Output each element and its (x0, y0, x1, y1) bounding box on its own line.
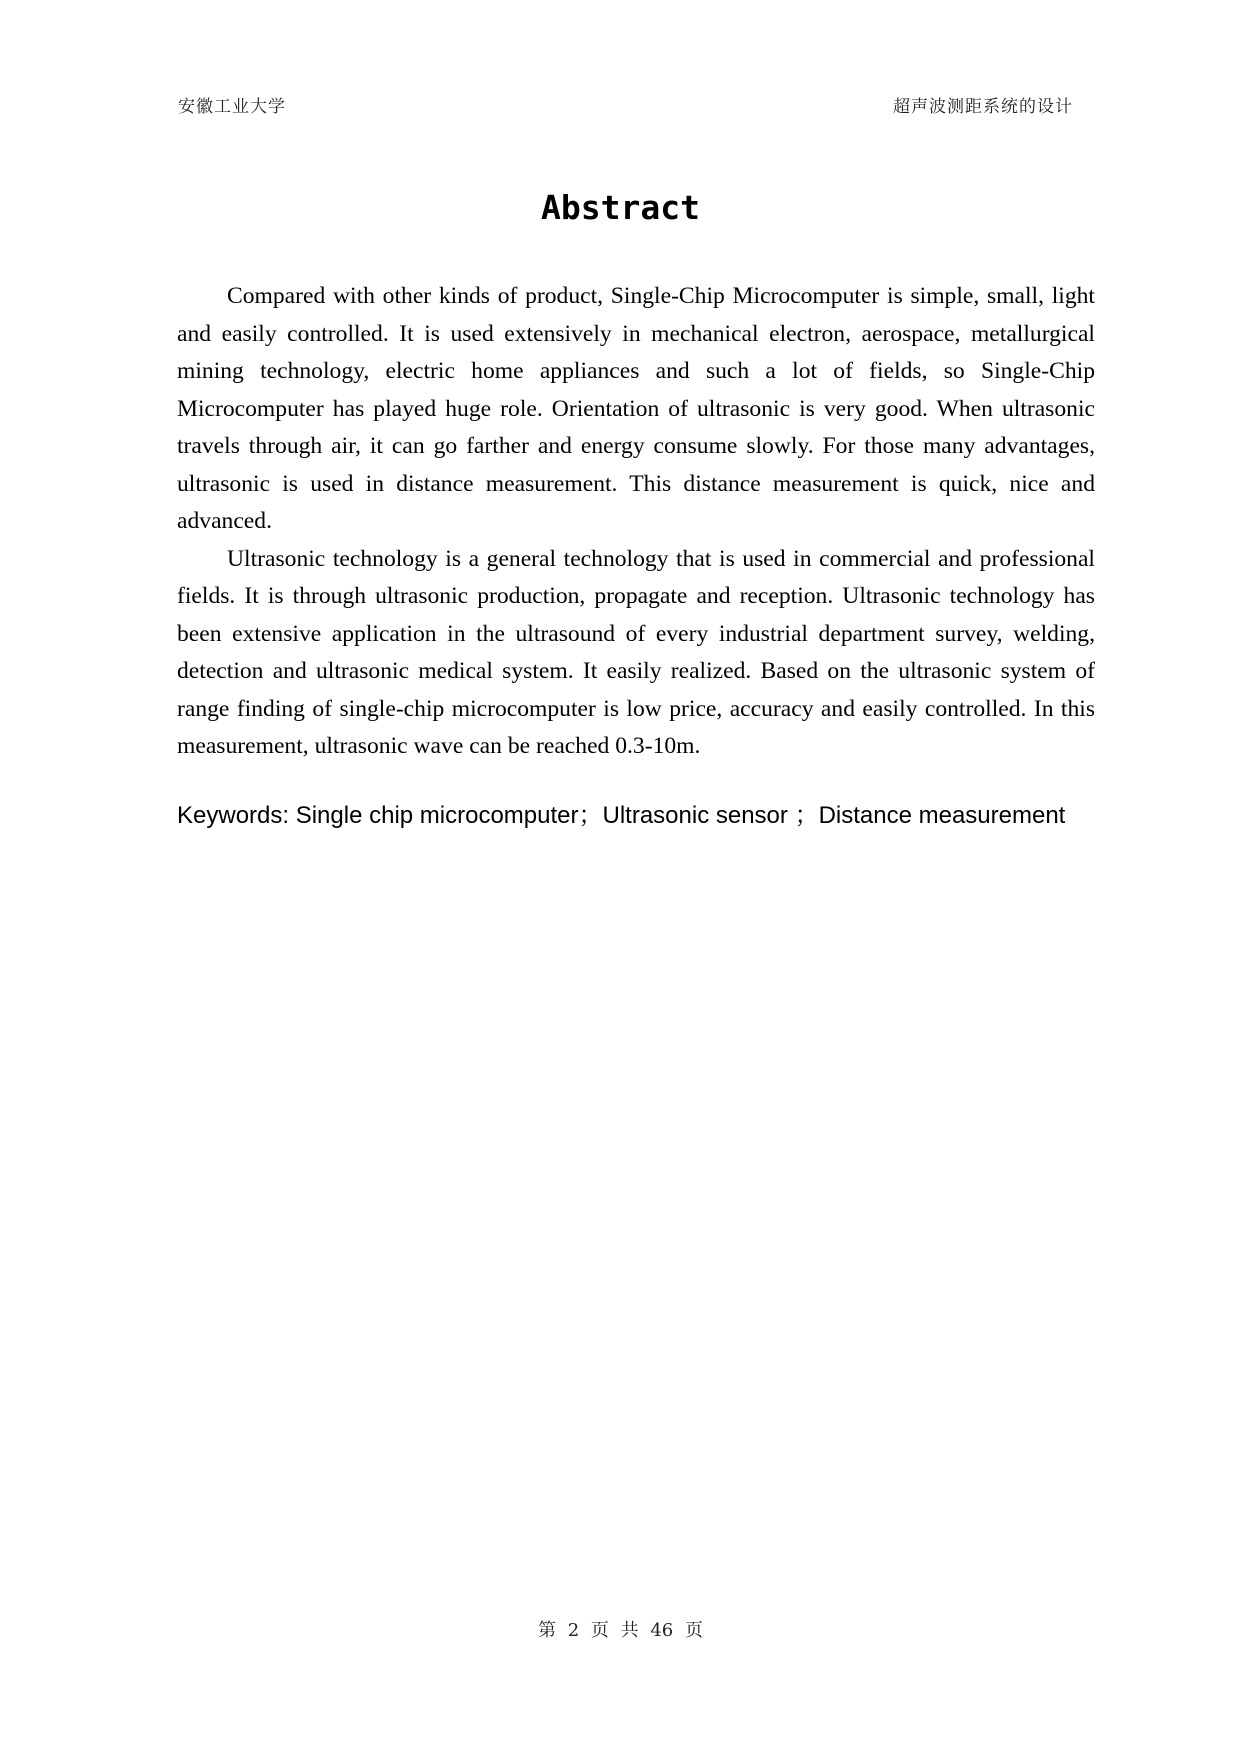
abstract-body (177, 278, 1095, 766)
header-university: 安徽工业大学 (178, 97, 286, 117)
abstract-paragraph-2: Ultrasonic technology is a general technology that is used in commercial and professional fields. It is through ultrasonic production, propagate and reception. Ultrasonic technology has been extensive application in the ultrasound of every industrial department survey, welding, detection and ultrasonic medical system. It easily realized. Based on the ultrasonic system of range finding of single-chip microcomputer is low price, accuracy and easily controlled. In this measurement, ultrasonic wave can be reached 0.3-10m. (177, 545, 1095, 759)
header-thesis-title: 超声波测距系统的设计 (893, 97, 1073, 117)
keywords-line: Keywords: Single chip microcomputer；Ultrasonic sensor ；Distance measurement (177, 802, 1066, 829)
page-number: 第 2 页 共 46 页 (538, 1620, 703, 1641)
abstract-paragraph-1: Compared with other kinds of product, Single-Chip Microcomputer is simple, small, light and easily controlled. It is used extensively in mechanical electron, aerospace, metallurgical mining technology, electric home appliances and such a lot of fields, so Single-Chip Microcomputer has played huge role. Orientation of ultrasonic is very good. When ultrasonic travels through air, it can go farther and energy consume slowly. For those many advantages, ultrasonic is used in distance measurement. This distance measurement is quick, nice and advanced. (177, 283, 1095, 534)
page-title: Abstract (541, 188, 700, 227)
